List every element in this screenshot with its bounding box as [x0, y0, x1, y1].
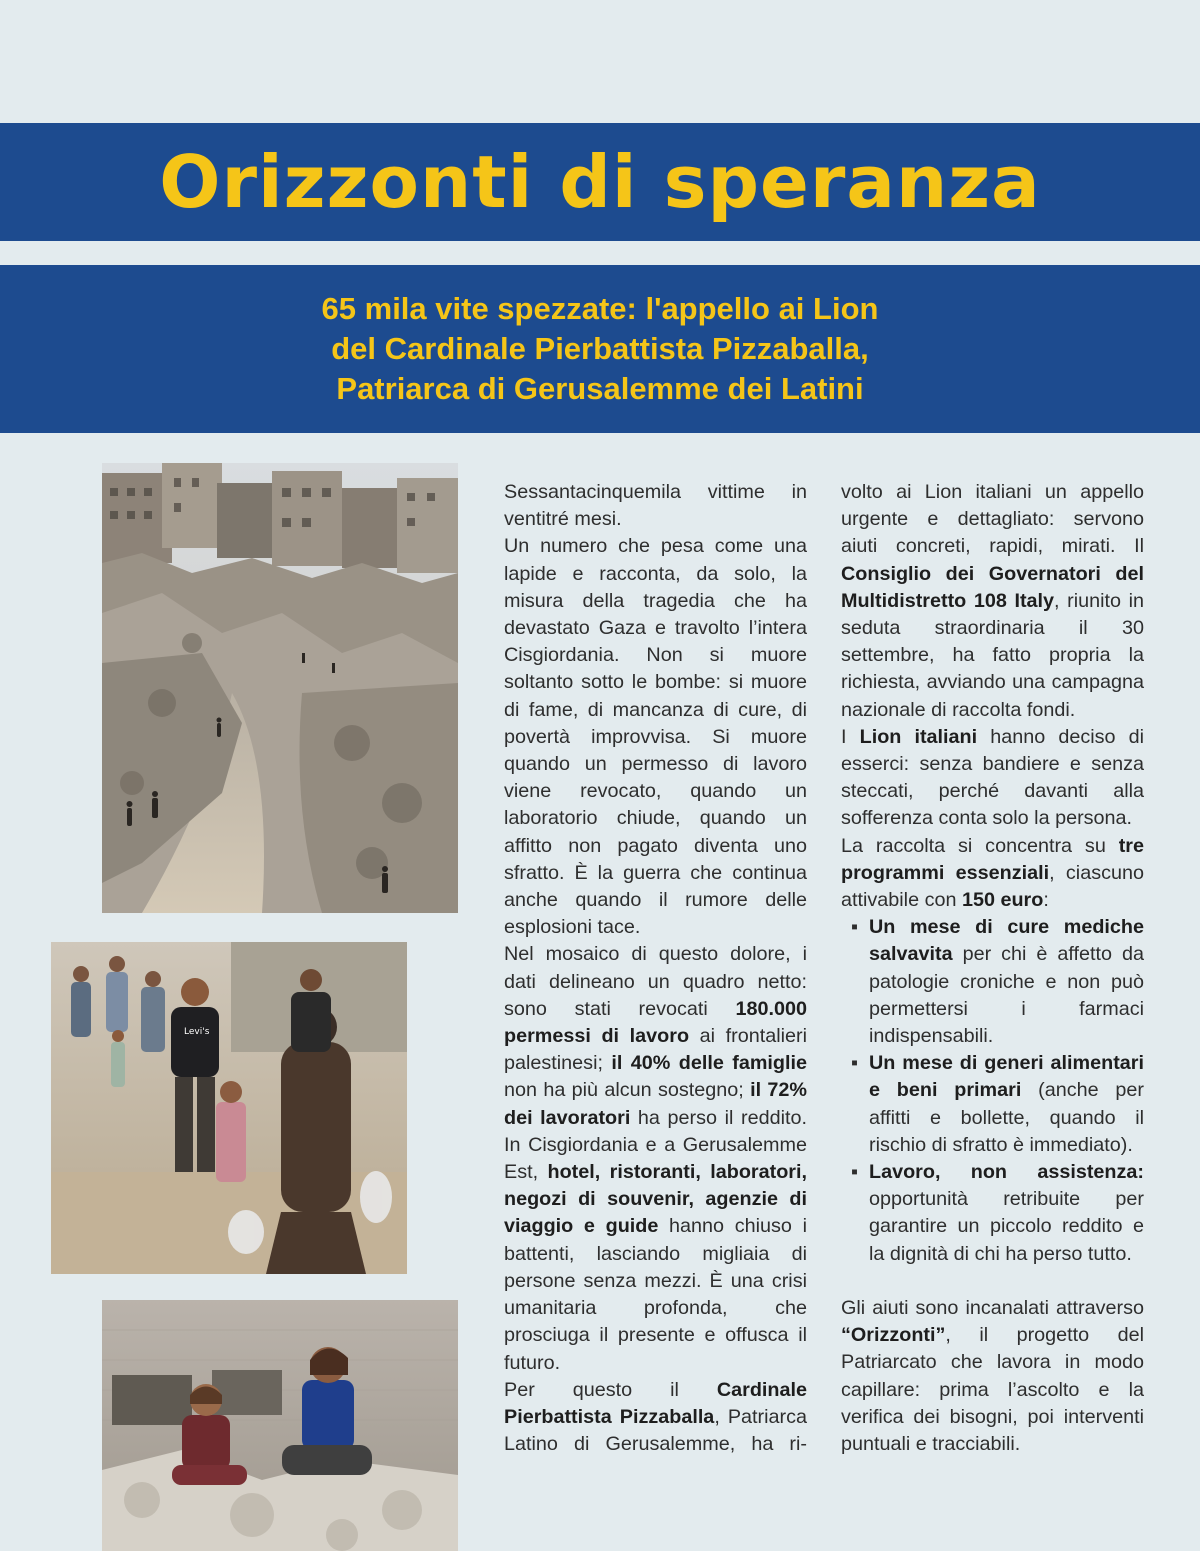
paragraph-orizzonti: Gli aiuti sono incanalati attraverso “Orizzonti”, il progetto del Patriarcato che lavora in modo capillare: prima l’ascolto e la verifica dei bisogni, poi interventi puntuali e tracciabili. — [841, 1296, 1144, 1455]
page-title: Orizzonti di speranza — [159, 140, 1041, 224]
spacer — [841, 1268, 1144, 1295]
article-column-1 — [504, 479, 807, 1458]
shirt-text: Levi's — [184, 1027, 210, 1037]
paragraph-cardinal: Per questo il Cardinale Pierbattista Pizzaballa, Patriarca Latino di Gerusalemme, ha ri- — [504, 1378, 807, 1456]
bullet-icon: ▪ — [851, 916, 859, 939]
paragraph-tragedy: Un numero che pesa come una lapide e racconta, da solo, la misura della tragedia che ha devastato Gaza e travolto l’intera Cisgiordania. Non si muore soltanto sotto le bombe: si muore di fame, di mancanza di cure, di povertà improvvisa. Si muore quando un permesso di lavoro viene revocato, quando un laboratorio chiude, quando un affitto non pagato diventa uno sfratto. È la guerra che continua anche quando il rumore delle esplosioni tace. — [504, 535, 807, 939]
paragraph-data: Nel mosaico di questo dolore, i dati delineano un quadro netto: sono stati revocati 180.000 permessi di lavoro ai frontalieri palestinesi; il 40% delle famiglie non ha più alcun sostegno; il 72% dei lavoratori ha perso il reddito. In Cisgiordania e a Gerusalemme Est, hotel, ristoranti, laboratori, negozi di souvenir, agenzie di viaggio e guide hanno chiuso i battenti, lasciando migliaia di persone senza mezzi. È una crisi umanitaria profonda, che prosciuga il presente e offusca il futuro. — [504, 943, 807, 1374]
subtitle-line-2: del Cardinale Pierbattista Pizzaballa, — [331, 331, 869, 366]
bullet-icon: ▪ — [851, 1052, 859, 1075]
photo-children-rubble — [102, 1300, 458, 1551]
paragraph-appeal: volto ai Lion italiani un appello urgente e dettagliato: servono aiuti concreti, rapidi, mirati. Il Consiglio dei Governatori del Multidistretto 108 Italy, riunito in seduta straordinaria il 30 settembre, ha fatto propria la richiesta, avviando una campagna nazionale di raccolta fondi. — [841, 481, 1145, 721]
paragraph-lion: I Lion italiani hanno deciso di esserci: senza bandiere e senza steccati, perché davanti alla sofferenza conta solo la persona. — [841, 725, 1145, 830]
article-column-2 — [841, 479, 1144, 1458]
title-band — [0, 123, 1200, 241]
program-item-medical: ▪ Un mese di cure mediche salvavita per chi è affetto da patologie croniche e non può permettersi i farmaci indispensabili. — [851, 914, 1144, 1050]
subtitle-line-3: Patriarca di Gerusalemme dei Latini — [336, 371, 864, 406]
subtitle-line-1: 65 mila vite spezzate: l'appello ai Lion — [321, 291, 879, 326]
program-item-work: ▪ Lavoro, non assistenza: opportunità retribuite per garantire un piccolo reddito e la dignità di chi ha perso tutto. — [851, 1159, 1144, 1268]
paragraph-intro: Sessantacinquemila vittime in ventitré mesi. — [504, 481, 807, 531]
bullet-icon: ▪ — [851, 1161, 859, 1184]
photo-gaza-ruins — [102, 463, 458, 913]
subtitle — [220, 289, 980, 409]
subtitle-band — [0, 265, 1200, 433]
paragraph-programs: La raccolta si concentra su tre programmi essenziali, ciascuno attivabile con 150 euro: — [841, 834, 1144, 912]
program-item-food: ▪ Un mese di generi alimentari e beni primari (anche per affitti e bollette, quando il rischio di sfratto è immediato). — [851, 1050, 1144, 1159]
photo-displaced-people — [51, 942, 407, 1274]
